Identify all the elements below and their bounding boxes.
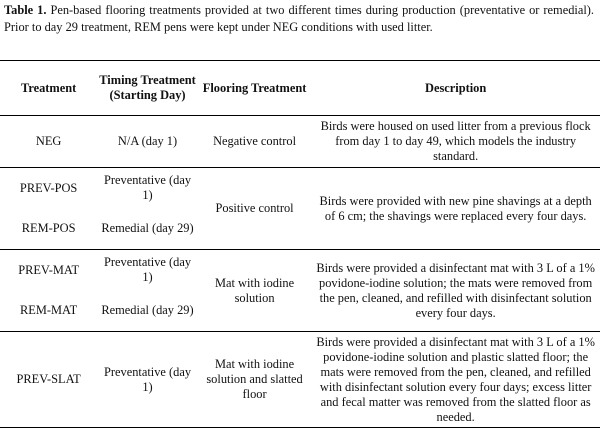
cell-treatment: PREV-SLAT [0,332,97,428]
cell-treatment: REM-MAT [20,303,78,318]
table-row [0,332,600,428]
cell-timing: Remedial (day 29) [101,221,194,236]
treatments-table [0,60,600,428]
cell-description: Birds were housed on used litter from a previous flock from day 1 to day 49, which models the industry standard. [320,119,591,163]
table-row [0,250,600,291]
cell-treatment: PREV-MAT [0,250,97,291]
header-timing: Timing Treatment (Starting Day) [97,61,198,116]
cell-description: Birds were provided a disinfectant mat with 3 L of a 1% povidone-iodine solution; the mats were removed from the pen, cleaned, and refilled with disinfectant solution every four days. [311,250,600,332]
cell-treatment: PREV-POS [0,168,97,209]
cell-flooring: Mat with iodine solution and slatted floor [198,332,311,428]
cell-treatment: REM-POS [21,221,76,236]
header-treatment: Treatment [0,61,97,116]
cell-timing: N/A (day 1) [117,134,178,148]
table-row [0,116,600,168]
cell-timing: Preventative (day 1) [97,168,198,209]
cell-timing: Remedial (day 29) [101,303,194,318]
header-row [0,61,600,116]
cell-description: Birds were provided a disinfectant mat with 3 L of a 1% povidone-iodine solution and plastic slatted floor; the mats were removed from the pen, cleaned, and refilled with disinfectant solution every four days; excess litter and fecal matter was removed from the slatted floor as needed. [311,332,600,428]
cell-flooring: Mat with iodine solution [198,250,311,332]
caption-text: Pen-based flooring treatments provided at two different times during production (preventative or remedial). Prior to day 29 treatment, REM pens were kept under NEG conditions with used litter. [4,3,594,34]
table-caption [4,2,594,36]
table-row [0,168,600,209]
cell-description: Birds were provided with new pine shavings at a depth of 6 cm; the shavings were replaced every four days. [311,168,600,250]
caption-label: Table 1. [4,3,47,17]
cell-flooring: Positive control [198,168,311,250]
header-description: Description [311,61,600,116]
header-flooring: Flooring Treatment [198,61,311,116]
cell-timing: Preventative (day 1) [97,250,198,291]
cell-timing: Preventative (day 1) [97,332,198,428]
cell-treatment: NEG [35,134,62,148]
cell-flooring: Negative control [213,134,297,148]
